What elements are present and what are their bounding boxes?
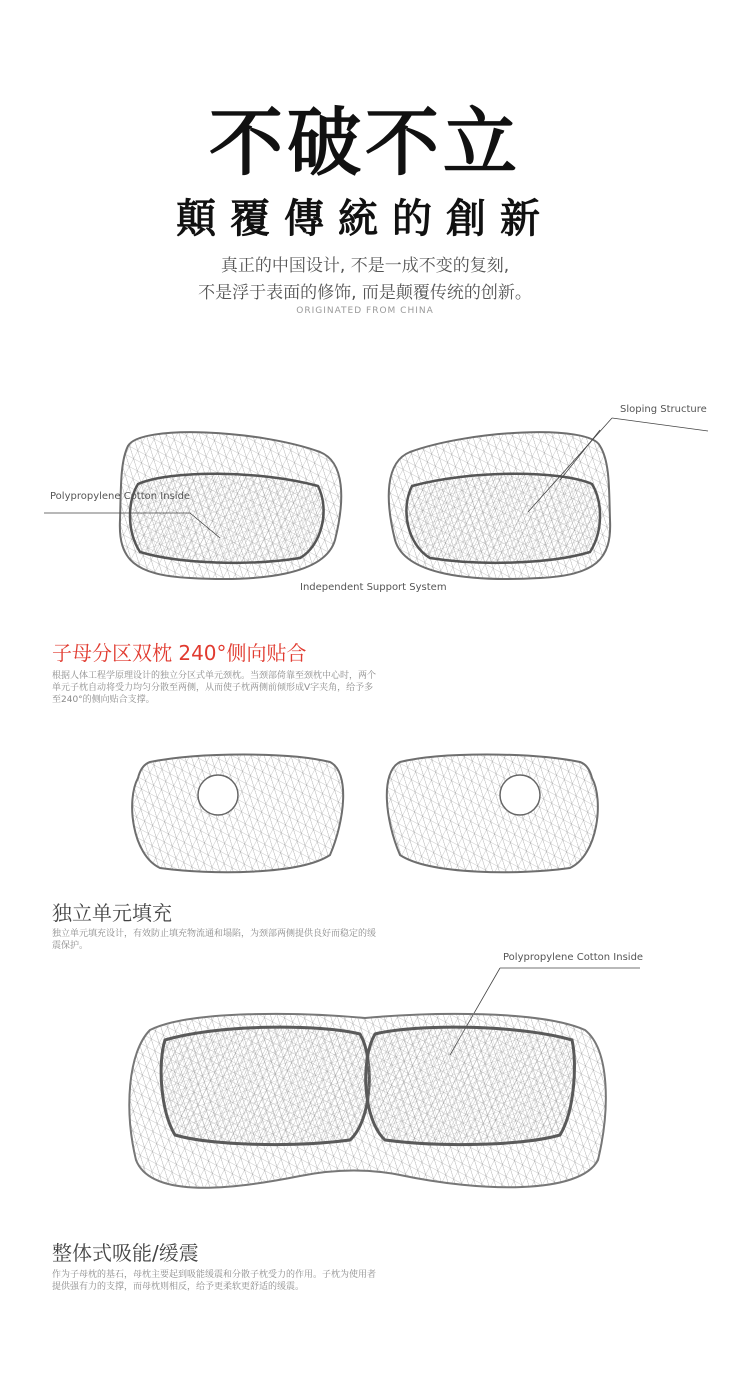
filled-units-illustration — [132, 755, 598, 873]
section-desc-filled-units: 独立单元填充设计，有效防止填充物流通和塌陷，为颈部两侧提供良好而稳定的缓震保护。 — [52, 929, 377, 951]
callout-cotton-inside-1: Polypropylene Cotton Inside — [50, 491, 191, 502]
split-pillow-illustration — [120, 432, 610, 579]
section-desc-base-pillow: 作为子母枕的基石，母枕主要起到吸能缓震和分散子枕受力的作用。子枕为使用者提供强有力的支撑，而母枕则相反，给予更柔软更舒适的缓震。 — [52, 1270, 377, 1292]
section-title-filled-units: 独立单元填充 — [52, 901, 172, 925]
callout-support-system: Independent Support System — [300, 582, 447, 593]
headline: 不破不立 — [209, 100, 521, 186]
section-title-split-pillow: 子母分区双枕 240°侧向贴合 — [52, 641, 307, 665]
tagline-line-2: 不是浮于表面的修饰, 而是颠覆传统的创新。 — [198, 283, 532, 303]
origin-label: ORIGINATED FROM CHINA — [296, 306, 434, 316]
callout-sloping-structure: Sloping Structure — [620, 404, 707, 415]
subheadline: 顛覆傳統的創新 — [176, 195, 554, 242]
base-pillow-illustration — [129, 1014, 605, 1188]
section-title-base-pillow: 整体式吸能/缓震 — [52, 1241, 199, 1265]
section-desc-split-pillow: 根据人体工程学原理设计的独立分区式单元颈枕。当颈部倚靠至颈枕中心时，两个单元子枕自动将受力均匀分散至两侧，从而使子枕两侧前倾形成V字夹角，给予多至240°的侧向贴合支撑。 — [52, 671, 377, 705]
callout-cotton-inside-2: Polypropylene Cotton Inside — [503, 952, 644, 963]
tagline-line-1: 真正的中国设计, 不是一成不变的复刻, — [220, 256, 510, 276]
